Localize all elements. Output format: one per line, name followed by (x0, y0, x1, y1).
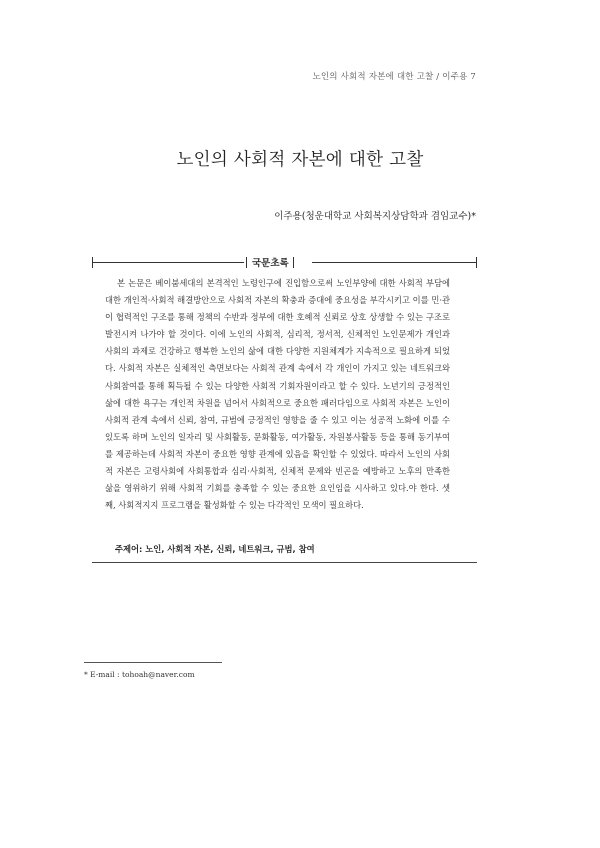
running-head: 노인의 사회적 자본에 대한 고찰 / 이주용 7 (312, 72, 476, 82)
keywords-divider (92, 562, 477, 563)
footnote-email: * E-mail : tohoah@naver.com (84, 670, 195, 679)
header-rule-cap-right (476, 257, 477, 268)
header-rule-left (92, 262, 244, 263)
abstract-heading: 국문초록 (252, 255, 289, 269)
abstract-header (92, 255, 477, 269)
footnote-divider (84, 662, 222, 663)
author-affiliation: 이주용(청운대학교 사회복지상담학과 겸임교수)* (274, 211, 476, 222)
header-rule-right (312, 262, 477, 263)
keywords: 주제어: 노인, 사회적 자본, 신뢰, 네트워크, 규범, 참여 (115, 544, 315, 554)
paper-title: 노인의 사회적 자본에 대한 고찰 (176, 150, 424, 170)
abstract-body: 본 논문은 베이붐세대의 본격적인 노령인구에 진입함으로써 노인부양에 대한 사회적 부담에 대한 개인적·사회적 해결방안으로 사회적 자본의 확충과 증대에 중요성을 부각시키고 이를 민·관이 협력적인 구조를 통해 정책의 수반과 정부에 대한 호혜적 신뢰로 상호 상생할 수 있는 구조로 발전시켜 나가야 할 것이다. 이에 노인의 사회적, 심리적, 정서적, 신체적인 노인문제가 개인과 사회의 과제로 건강하고 행복한 노인의 삶에 대한 다양한 지원체계가 지속적으로 필요하게 되었다. 사회적 자본은 실체적인 측면보다는 사회적 관계 속에서 각 개인이 가지고 있는 네트워크와 사회참여를 통해 획득될 수 있는 다양한 사회적 기회자원이라고 할 수 있다. 노년기의 긍정적인 삶에 대한 욕구는 개인적 차원을 넘어서 사회적으로 중요한 패러다임으로 사회적 자본은 노인이 사회적 관계 속에서 신뢰, 참여, 규범에 긍정적인 영향을 줄 수 있고 이는 성공적 노화에 이를 수 있도록 하며 노인의 일자리 및 사회활동, 문화활동, 여가활동, 자원봉사활동 등을 통해 동기부여를 제공하는데 사회적 자본이 중요한 영향 관계에 있음을 확인할 수 있었다. 따라서 노인의 사회적 자본은 고령사회에 사회통합과 심리·사회적, 신체적 문제와 빈곤을 예방하고 노후의 만족한 삶을 영위하기 위해 사회적 기회를 충족할 수 있는 중요한 요인임을 시사하고 있다.야 한다. 셋째, 사회적지지 프로그램을 활성화할 수 있는 다각적인 모색이 필요하다. (105, 278, 450, 511)
